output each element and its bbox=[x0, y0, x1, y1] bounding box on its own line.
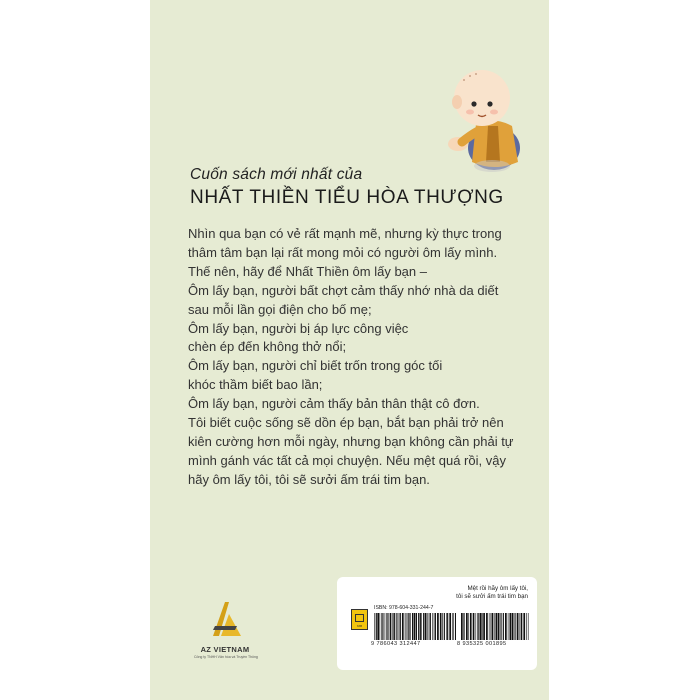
barcode-bar bbox=[521, 613, 523, 640]
barcode-bar bbox=[489, 613, 490, 640]
barcode-bar bbox=[498, 613, 500, 640]
barcode-bar bbox=[386, 613, 387, 640]
author-title: NHẤT THIỀN TIỂU HÒA THƯỢNG bbox=[190, 187, 504, 208]
barcode-bar bbox=[429, 613, 430, 640]
barcode-bar bbox=[374, 613, 375, 640]
barcode-bar bbox=[482, 613, 483, 640]
barcode-bar bbox=[468, 613, 469, 640]
barcode-bar bbox=[491, 613, 492, 640]
barcode-bar bbox=[377, 613, 379, 640]
barcode-bar bbox=[517, 613, 519, 640]
barcode-bar bbox=[390, 613, 392, 640]
publisher-tagline: Công ty TNHH Văn hóa và Truyền Thông bbox=[194, 655, 258, 659]
barcode-bar bbox=[453, 613, 454, 640]
barcode-bar bbox=[463, 613, 464, 640]
barcode-bar bbox=[406, 613, 407, 640]
blurb-text bbox=[188, 225, 518, 490]
barcode-bar bbox=[425, 613, 427, 640]
blurb-line: Ôm lấy bạn, người cảm thấy bản thân thật cô đơn. bbox=[188, 396, 480, 412]
barcode-bar bbox=[515, 613, 516, 640]
publisher-badge bbox=[351, 609, 368, 630]
barcode-bar bbox=[505, 613, 507, 640]
author-subtitle: Cuốn sách mới nhất của bbox=[190, 166, 363, 183]
barcode-bar bbox=[455, 613, 456, 640]
barcode-bar bbox=[510, 613, 512, 640]
barcode-bar bbox=[486, 613, 488, 640]
blurb-line: mình gánh vác tất cả mọi chuyện. Nếu mệt quá rồi, vậy bbox=[188, 452, 506, 468]
barcode-bar bbox=[494, 613, 495, 640]
barcode-bar bbox=[461, 613, 463, 640]
monk-illustration bbox=[432, 62, 540, 174]
book-icon bbox=[355, 614, 364, 622]
isbn-label: ISBN: 978-604-331-244-7 bbox=[374, 605, 434, 611]
barcode-bar bbox=[399, 613, 400, 640]
barcode-bar bbox=[408, 613, 409, 640]
blurb-line: sau mỗi lần gọi điện cho bố mẹ; bbox=[188, 301, 372, 317]
ean-barcode-digits: 8 935325 001895 bbox=[457, 641, 507, 647]
barcode-bar bbox=[381, 613, 382, 640]
barcode-bar bbox=[503, 613, 504, 640]
barcode-bar bbox=[392, 613, 393, 640]
barcode-bar bbox=[421, 613, 422, 640]
barcode-bar bbox=[396, 613, 397, 640]
barcode-bar bbox=[464, 613, 465, 640]
barcode-bar bbox=[478, 613, 479, 640]
barcode-bar bbox=[477, 613, 478, 640]
barcode-bar bbox=[430, 613, 431, 640]
barcode-bar bbox=[446, 613, 447, 640]
barcode-bar bbox=[452, 613, 453, 640]
barcode-bar bbox=[402, 613, 404, 640]
barcode-bar bbox=[483, 613, 485, 640]
barcode-bar bbox=[523, 613, 525, 640]
barcode-bar bbox=[410, 613, 411, 640]
barcode-bar bbox=[400, 613, 401, 640]
barcode-bar bbox=[449, 613, 451, 640]
barcode-bar bbox=[526, 613, 527, 640]
barcode-bar bbox=[470, 613, 472, 640]
barcode-bar bbox=[382, 613, 383, 640]
barcode-bar bbox=[376, 613, 377, 640]
blurb-line: khóc thầm biết bao lần; bbox=[188, 377, 323, 393]
barcode-bar bbox=[508, 613, 509, 640]
barcode-bar bbox=[423, 613, 424, 640]
barcode-bar bbox=[427, 613, 428, 640]
barcode-bar bbox=[418, 613, 419, 640]
barcode-bar bbox=[416, 613, 417, 640]
barcode-bar bbox=[412, 613, 413, 640]
isbn-barcode-digits: 9 786043 312447 bbox=[371, 641, 421, 647]
blurb-line: Thế nên, hãy để Nhất Thiền ôm lấy bạn – bbox=[188, 263, 427, 279]
ean-barcode bbox=[461, 613, 529, 640]
barcode-bar bbox=[473, 613, 475, 640]
barcode-bar bbox=[466, 613, 468, 640]
barcode-bar bbox=[480, 613, 482, 640]
barcode-bar bbox=[385, 613, 386, 640]
publisher-badge-text: NXB bbox=[356, 625, 363, 628]
publisher-name: AZ VIETNAM bbox=[200, 645, 250, 654]
barcode-title-line: tôi sẽ sưởi ấm trái tim bạn bbox=[456, 593, 528, 600]
barcode-bar bbox=[394, 613, 395, 640]
barcode-bar bbox=[476, 613, 477, 640]
barcode-bar bbox=[501, 613, 502, 640]
blurb-line: Nhìn qua bạn có vẻ rất mạnh mẽ, nhưng kỳ thực trong bbox=[188, 226, 502, 241]
blurb-line: hãy ôm lấy tôi, tôi sẽ sưởi ấm trái tim bạn. bbox=[188, 471, 430, 487]
blurb-line: thâm tâm bạn lại rất mong mỏi có người ôm lấy mình. bbox=[188, 244, 498, 260]
barcode-bar bbox=[440, 613, 441, 640]
barcode-bar bbox=[409, 613, 410, 640]
barcode-bar bbox=[528, 613, 529, 640]
blurb-line: Ôm lấy bạn, người bất chợt cảm thấy nhớ nhà da diết bbox=[188, 282, 499, 298]
blurb-line: kiên cường hơn mỗi ngày, nhưng bạn không cần phải tự bbox=[188, 433, 514, 449]
barcode-title-line: Mệt rồi hãy ôm lấy tôi, bbox=[467, 585, 528, 592]
barcode-book-title bbox=[456, 585, 528, 601]
barcode-bar bbox=[434, 613, 435, 640]
barcode-bar bbox=[432, 613, 433, 640]
barcode-bar bbox=[447, 613, 448, 640]
barcode-bar bbox=[500, 613, 501, 640]
barcode-bar bbox=[414, 613, 416, 640]
blurb-line: Ôm lấy bạn, người chỉ biết trốn trong góc tối bbox=[188, 358, 443, 374]
barcode-bar bbox=[380, 613, 381, 640]
blurb-line: chèn ép đến không thở nổi; bbox=[188, 339, 347, 355]
barcode-bar bbox=[492, 613, 494, 640]
barcode-bar bbox=[420, 613, 421, 640]
barcode-panel bbox=[337, 577, 537, 670]
barcode-bar bbox=[387, 613, 388, 640]
blurb-line: Ôm lấy bạn, người bị áp lực công việc bbox=[188, 320, 409, 336]
barcode-bar bbox=[405, 613, 406, 640]
isbn-barcode bbox=[374, 613, 456, 640]
blurb-line: Tôi biết cuộc sống sẽ dồn ép bạn, bắt bạn phải trở nên bbox=[188, 415, 504, 431]
barcode-bar bbox=[496, 613, 498, 640]
barcode-bar bbox=[444, 613, 445, 640]
barcode-bar bbox=[519, 613, 520, 640]
az-vietnam-logo-icon bbox=[205, 600, 245, 638]
barcode-bar bbox=[512, 613, 514, 640]
barcode-bar bbox=[437, 613, 439, 640]
barcode-bar bbox=[435, 613, 436, 640]
publisher-logo bbox=[194, 600, 256, 670]
barcode-bar bbox=[442, 613, 443, 640]
barcode-bar bbox=[514, 613, 515, 640]
